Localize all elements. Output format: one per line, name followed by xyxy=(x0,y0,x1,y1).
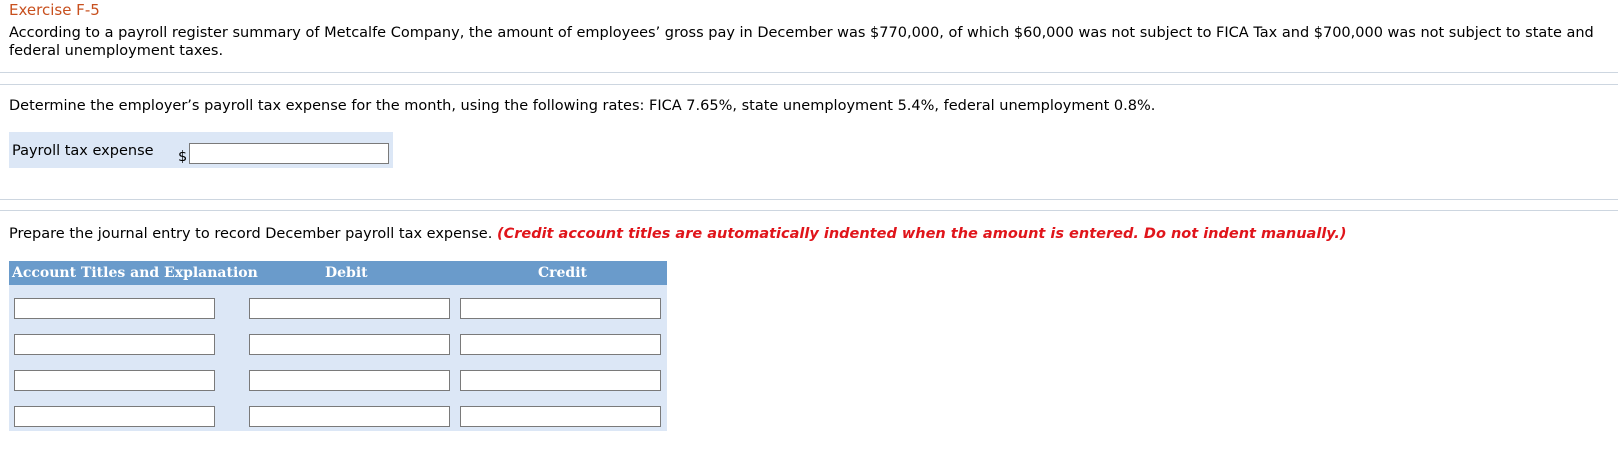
payroll-tax-expense-input[interactable] xyxy=(189,143,389,164)
indent-instruction-note: (Credit account titles are automatically indented when the amount is entered. Do not indent manually.) xyxy=(496,226,1347,242)
journal-row-3-account-input[interactable] xyxy=(14,370,215,391)
journal-row-1-debit-input[interactable] xyxy=(249,298,450,319)
account-titles-column-header: Account Titles and Explanation xyxy=(12,265,258,281)
journal-row-1-credit-input[interactable] xyxy=(460,298,661,319)
journal-row-2-credit-input[interactable] xyxy=(460,334,661,355)
journal-row-2-account-input[interactable] xyxy=(14,334,215,355)
payroll-tax-question: Determine the employer’s payroll tax expense for the month, using the following rates: FICA 7.65%, state unemployment 5.4%, federal unemployment 0.8%. xyxy=(9,98,1156,114)
journal-entry-question-text: Prepare the journal entry to record December payroll tax expense. xyxy=(9,226,493,242)
section-divider xyxy=(0,199,1618,200)
journal-row-3-credit-input[interactable] xyxy=(460,370,661,391)
credit-column-header: Credit xyxy=(538,265,587,281)
section-divider xyxy=(0,210,1618,211)
exercise-description: According to a payroll register summary of Metcalfe Company, the amount of employees’ gross pay in December was $770,000, of which $60,000 was not subject to FICA Tax and $700,000 was not subject to state and federal unemployment taxes. xyxy=(9,25,1594,59)
dollar-sign: $ xyxy=(178,149,188,165)
journal-row-4-account-input[interactable] xyxy=(14,406,215,427)
payroll-tax-expense-label: Payroll tax expense xyxy=(12,143,154,159)
debit-column-header: Debit xyxy=(325,265,368,281)
journal-entry-table xyxy=(9,261,667,431)
journal-row-1-account-input[interactable] xyxy=(14,298,215,319)
journal-table-header xyxy=(9,261,667,285)
journal-row-2-debit-input[interactable] xyxy=(249,334,450,355)
exercise-title: Exercise F-5 xyxy=(9,1,100,19)
journal-row-3-debit-input[interactable] xyxy=(249,370,450,391)
section-divider xyxy=(0,72,1618,73)
journal-entry-question xyxy=(9,225,1347,243)
section-divider xyxy=(0,84,1618,85)
payroll-tax-answer-panel xyxy=(9,132,393,168)
journal-row-4-credit-input[interactable] xyxy=(460,406,661,427)
journal-row-4-debit-input[interactable] xyxy=(249,406,450,427)
